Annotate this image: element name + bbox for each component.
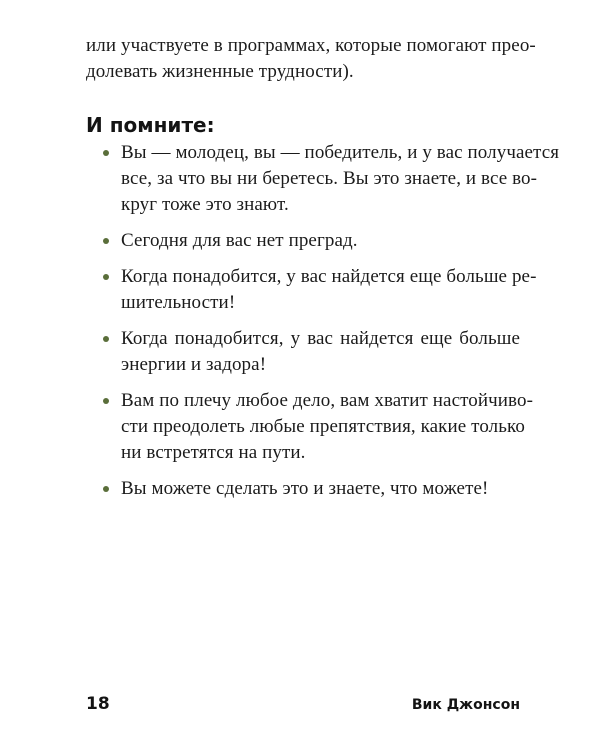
running-footer-author: Вик Джонсон	[411, 697, 520, 713]
section-heading: И помните:	[86, 113, 215, 137]
list-item-line: Вам по плечу любое дело, вам хватит настойчиво-	[121, 390, 534, 411]
list-item	[86, 476, 520, 502]
list-item	[86, 264, 537, 316]
list-item-line: все, за что вы ни беретесь. Вы это знаете, и все во-	[121, 168, 538, 189]
bullet-icon	[103, 336, 109, 342]
list-item	[86, 326, 520, 378]
list-item	[86, 228, 520, 254]
list-item-line: Когда понадобится, у вас найдется еще больше	[121, 328, 520, 349]
bullet-icon	[103, 398, 109, 404]
list-item-line: ни встретятся на пути.	[121, 442, 306, 463]
list-item-line: круг тоже это знают.	[121, 194, 289, 215]
intro-line: долевать жизненные трудности).	[86, 61, 354, 82]
list-item	[86, 140, 560, 218]
reminder-list	[86, 140, 560, 502]
intro-paragraph	[86, 33, 536, 85]
bullet-icon	[103, 274, 109, 280]
bullet-icon	[103, 238, 109, 244]
list-item-line: Сегодня для вас нет преград.	[121, 230, 358, 251]
list-item-line: шительности!	[121, 292, 236, 313]
list-item-line: сти преодолеть любые препятствия, какие только	[121, 416, 525, 437]
bullet-icon	[103, 150, 109, 156]
intro-line: или участвуете в программах, которые помогают прео-	[86, 35, 536, 56]
list-item-line: Вы можете сделать это и знаете, что можете!	[121, 478, 489, 499]
list-item	[86, 388, 534, 466]
list-item-line: Вы — молодец, вы — победитель, и у вас получается	[121, 142, 560, 163]
list-item-line: Когда понадобится, у вас найдется еще больше ре-	[121, 266, 537, 287]
list-item-line: энергии и задора!	[121, 354, 267, 375]
page-number: 18	[86, 694, 110, 714]
bullet-icon	[103, 486, 109, 492]
